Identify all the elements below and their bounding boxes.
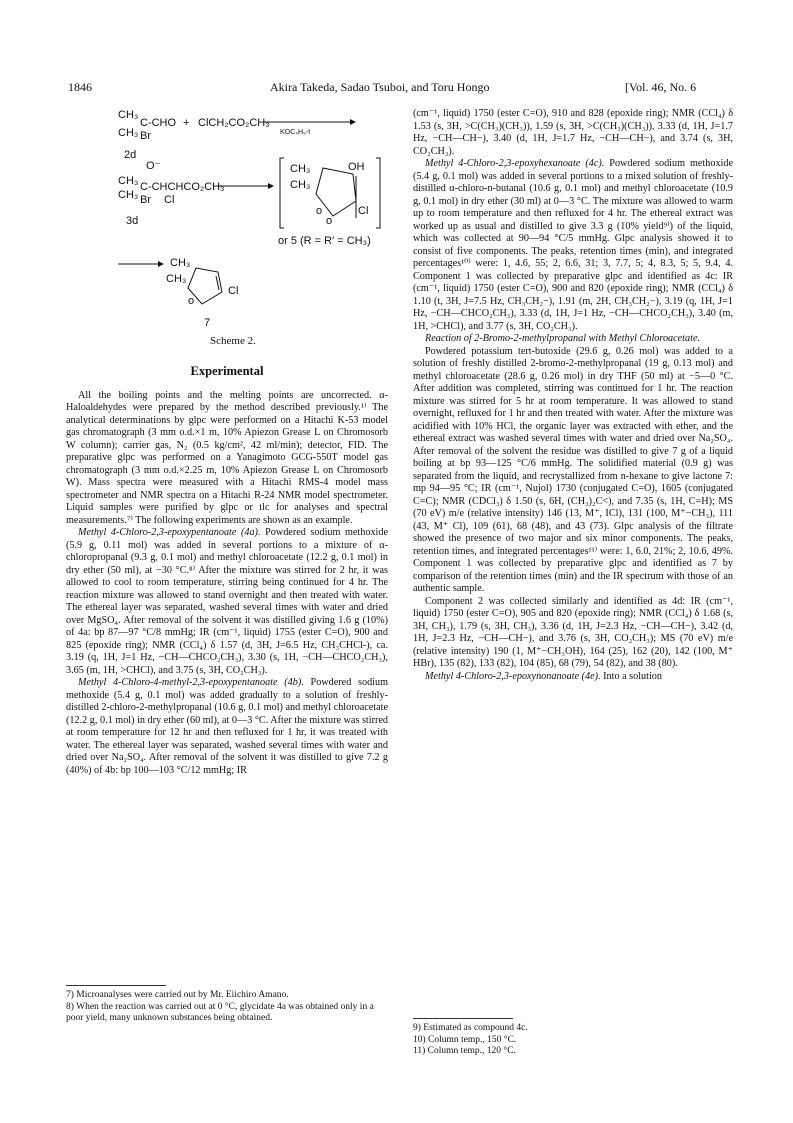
procedure-4c-title: Methyl 4-Chloro-2,3-epoxyhexanoate (4c). — [425, 158, 605, 169]
label-7: 7 — [204, 317, 211, 329]
procedure-4e-paragraph — [413, 671, 733, 684]
ir-nmr-4b-continued: (cm⁻¹, liquid) 1750 (ester C=O), 910 and 828 (epoxide ring); NMR (CCl₄) δ 1.53 (s, 3H, >C(CH₃)(CH₃)), 1.59 (s, 3H, >C(CH₃)(CH₃)), 3.33 (d, 1H, J=1.7 Hz, −CH—CH−), 3.40 (d, 1H, J=1.7 Hz, −CH—CH−), and 3.74 (s, 3H, CO₂CH₃). — [413, 108, 733, 157]
label-2d: 2d — [124, 149, 137, 161]
scheme-br: Br — [140, 130, 151, 142]
footnote-11: 11) Column temp., 120 °C. — [413, 1046, 516, 1056]
footnote-10: 10) Column temp., 150 °C. — [413, 1034, 517, 1045]
scheme-br2: Br — [140, 194, 151, 206]
bromo-reaction-text: Powdered potassium tert-butoxide (29.6 g, 0.26 mol) was added to a solution of freshly distilled 2-bromo-2-methylpropanal (19 g, 0.13 mol) and methyl chloroacetate (28.6 g, 0.26 mol) in dry THF (50 ml) at −5—0 °C. After addition was completed, stirring was continued for 1 hr. The reaction mixture was stirred for 5 hr at room temperature. It was allowed to stand overnight, refluxed for 1 hr and then treated with water. After the mixture was acidified with 10% HCl, the organic layer was extracted with ether, and the ethereal extract was washed several times with water and dried over Na₂SO₄. After removal of the solvent the residue was distilled to give 7 g of a liquid boiling at bp 93—125 °C/6 mmHg. The solidified material (0.9 g) was separated from the liquid, and recrystallized from n-hexane to give lactone 7: mp 94—95 °C; IR (cm⁻¹, Nujol) 1730 (conjugated C=O), 1605 (conjugated C=C); NMR (CDCl₃) δ 1.50 (s, 6H, (CH₃)₂C<), and 7.35 (s, 1H, C=H); MS (70 eV) m/e (relative intensity) 146 (13, M⁺, ICl), 131 (100, M⁺−CH₃), 111 (43, M⁺ Cl), 109 (61), 68 (48), and 43 (73). Glpc analysis of the filtrate showed the presence of two major and six minor components. The peaks, retention times, and integrated percentages¹¹⁾ were: 1, 6.0, 21%; 2, 10.6, 49%. Component 1 was collected by preparative glpc and identified as 7 by comparison of the retention times (min) and the IR spectrum with those of an authentic sample. — [413, 345, 733, 594]
procedure-4c-paragraph — [413, 158, 733, 333]
scheme-r2b: CH₃ — [118, 189, 139, 201]
bracket-right — [376, 158, 380, 228]
int-cl: Cl — [358, 205, 369, 217]
bromo-reaction-title-paragraph — [413, 333, 733, 346]
component-2-paragraph: Component 2 was collected similarly and identified as 4d: IR (cm⁻¹, liquid) 1750 (ester C=O), 905 and 820 (epoxide ring); NMR (CCl₄) δ 1.68 (s, 3H, CH₃), 1.79 (s, 3H, CH₃), 3.36 (d, 1H, J=2.3 Hz, −CH—CH−), 3.42 (d, 1H, J=2.3 Hz, −CH—CH−), and 3.76 (s, 3H, CO₂CH₃); MS (70 eV) m/e (relative intensity) 190 (1, M⁺−CH₃OH), 164 (25), 162 (20), 142 (100, M⁺ HBr), 135 (82), 133 (82), 104 (85), 68 (79), 54 (82), and 38 (80). — [413, 595, 733, 669]
footnote-rule-right — [413, 1018, 513, 1019]
scheme-cl2: Cl — [164, 194, 175, 206]
scheme-r2: CH₃ — [118, 175, 139, 187]
bromo-reaction-title: Reaction of 2-Bromo-2-methylpropanal with Methyl Chloroacetate. — [425, 333, 701, 344]
lac-ch3a: CH₃ — [170, 257, 191, 269]
procedure-4b-text: Powdered sodium methoxide (5.4 g, 0.1 mol) was added gradually to a solution of freshly-distilled 2-chloro-2-methylpropanal (10.6 g, 0.1 mol) and methyl chloroacetate (12.2 g, 0.1 mol) in dry ether (60 ml), at 0—3 °C. After the mixture was stirred at room temperature for 12 hr and then refluxed for 1 hr, it was treated with water. The ethereal layer was separated, washed several times with water and dried over Na₂SO₄. After removal of the solvent it was distilled to give 7.2 g (40%) of 4b: bp 100—103 °C/12 mmHg; IR — [66, 677, 389, 776]
scheme-caption: Scheme 2. — [210, 335, 256, 347]
footnotes-left — [66, 990, 388, 1025]
int-ch3a: CH₃ — [290, 163, 311, 175]
procedure-4e-title: Methyl 4-Chloro-2,3-epoxynonanoate (4e). — [425, 670, 601, 682]
lac-cl: Cl — [228, 285, 239, 297]
footnote-9: 9) Estimated as compound 4c. — [413, 1023, 528, 1033]
int-o: o — [316, 205, 323, 217]
footnote-8: 8) When the reaction was carried out at 0 °C, glycidate 4a was obtained only in a poor yield, many unknown substances being obtained. — [66, 1001, 374, 1023]
scheme-reagent: ClCH₂CO₂CH₃ — [198, 117, 270, 129]
scheme-or5: or 5 (R = R′ = CH₃) — [278, 235, 371, 247]
procedure-4a-text: Powdered sodium methoxide (5.9 g, 0.11 mol) was added in several portions to a mixture of α-chloropropanal (9.3 g, 0.1 mol) and methyl chloroacetate (12.2 g, 0.1 mol) in dry ether (50 ml), at −30 °C.⁸⁾ After the mixture was stirred for 2 hr, it was allowed to cool to room temperature, stirring being continued for 4 hr. The reaction mixture was allowed to stand overnight and then treated with water. The ethereal layer was separated, washed several times with water and dried over MgSO₄. After removal of the solvent it was distilled giving 1.6 g (10%) of 4a: bp 87—97 °C/8 mmHg; IR (cm⁻¹, liquid) 1755 (ester C=O), 900 and 825 (epoxide ring); NMR (CCl₄) δ 1.57 (d, 3H, J=6.5 Hz, CH₃CHCl-), ca. 3.19 (q, 1H, J=1 Hz, −CH—CHCO₂CH₃), 3.30 (s, 1H, −CH—CHCO₂CH₃), 3.65 (m, 1H, >CHCl), and 3.75 (s, 3H, CO₂CH₃). — [66, 527, 389, 676]
label-3d: 3d — [126, 215, 139, 227]
int-ch3b: CH₃ — [290, 179, 311, 191]
running-authors: Akira Takeda, Sadao Tsuboi, and Toru Hongo — [270, 80, 490, 94]
footnote-7: 7) Microanalyses were carried out by Mr. Eiichiro Amano. — [66, 990, 289, 1000]
footnotes-right — [413, 1023, 733, 1058]
scheme-ominus: O⁻ — [146, 160, 161, 172]
scheme-mid: C-CHCHCO₂CH₃ — [140, 181, 225, 193]
lac-o: o — [188, 295, 195, 307]
scheme-arrowhead-2 — [268, 183, 274, 189]
scheme-r1b: CH₃ — [118, 127, 139, 139]
procedure-4a-paragraph — [66, 527, 388, 677]
section-title-experimental: Experimental — [190, 364, 264, 378]
procedure-4a-title: Methyl 4-Chloro-2,3-epoxypentanoate (4a). — [78, 527, 261, 538]
scheme-plus: + — [183, 117, 190, 129]
scheme-2-diagram — [118, 106, 388, 346]
footnote-rule-left — [66, 985, 166, 986]
scheme-condition: KOC₄H₉-t — [280, 129, 311, 136]
procedure-4b-paragraph — [66, 677, 388, 777]
procedure-4c-text: Powdered sodium methoxide (5.4 g, 0.1 mol) was added in several portions to a mixed solution of freshly-distilled α-chloro-n-butanal (10.6 g, 0.1 mol) and methyl chloroacetate (10.9 g, 0.1 mol) in dry ether (30 ml) at 0—3 °C. The mixture was allowed to warm up to room temperature and then refluxed for 4 hr. The ethereal extract was worked up as usual and distilled to give 3.3 g (10% yield⁹⁾) of the liquid, which was collected at 90—94 °C/5 mmHg. Glpc analysis showed it to consist of five components. The peaks, retention times (min), and integrated percentages¹⁰⁾ were: 1, 4.6, 55; 2, 6.6, 31; 3, 7.7, 5; 4, 8.3, 5; 5, 9.4, 4. Component 1 was collected by preparative glpc and identified as 4c: IR (cm⁻¹, liquid) 1750 (ester C=O), 900 and 820 (epoxide ring); NMR (CCl₄) δ 1.10 (t, 3H, J=7.5 Hz, CH₃CH₂−), 1.91 (m, 2H, CH₃CH₂−), 3.19 (q, 1H, J=1 Hz, −CH—CHCO₂CH₃), 3.33 (d, 1H, J=1 Hz, −CH—CHCO₂CH₃), 3.40 (m, 1H, >CHCl), and 3.77 (s, 3H, CO₂CH₃). — [413, 158, 733, 332]
procedure-4e-text: Into a solution — [603, 670, 662, 682]
scheme-r1: CH₃ — [118, 109, 139, 121]
int-o2: o — [326, 215, 333, 227]
scheme-arrowhead-3 — [158, 261, 164, 267]
left-column — [66, 355, 388, 777]
scheme-cho: C-CHO — [140, 117, 177, 129]
scheme-arrowhead-1 — [350, 119, 356, 125]
right-column — [413, 108, 733, 683]
procedure-4b-title: Methyl 4-Chloro-4-methyl-2,3-epoxypentanoate (4b). — [78, 677, 304, 688]
bracket-left — [280, 158, 284, 228]
lac-ch3b: CH₃ — [166, 273, 187, 285]
general-methods-paragraph: All the boiling points and the melting points are uncorrected. α-Haloaldehydes were prepared by the method described previously.¹⁾ The analytical determinations by glpc were performed on a Hitachi K-53 model gas chromatograph (3 mm o.d.×1 m, 10% Apiezon Grease L on Chromosorb W column); carrier gas, N₂ (0.5 kg/cm², 42 ml/min); detector, FID. The preparative glpc was performed on a Yanagimoto GCG-550T model gas chromatograph (3 mm o.d.×2.25 m, 10% Apiezon Grease L on Chromosorb W). Mass spectra were measured with a Hitachi RMS-4 model mass spectrometer and NMR spectra on a Hitachi R-24 NMR model spectrometer. Liquid samples were purified by glpc or tlc for analyses and spectral measurements.⁷⁾ The following experiments are shown as an example. — [66, 389, 388, 526]
int-oh: OH — [348, 161, 365, 173]
page-number: 1846 — [68, 80, 92, 94]
volume-info: [Vol. 46, No. 6 — [625, 80, 697, 94]
